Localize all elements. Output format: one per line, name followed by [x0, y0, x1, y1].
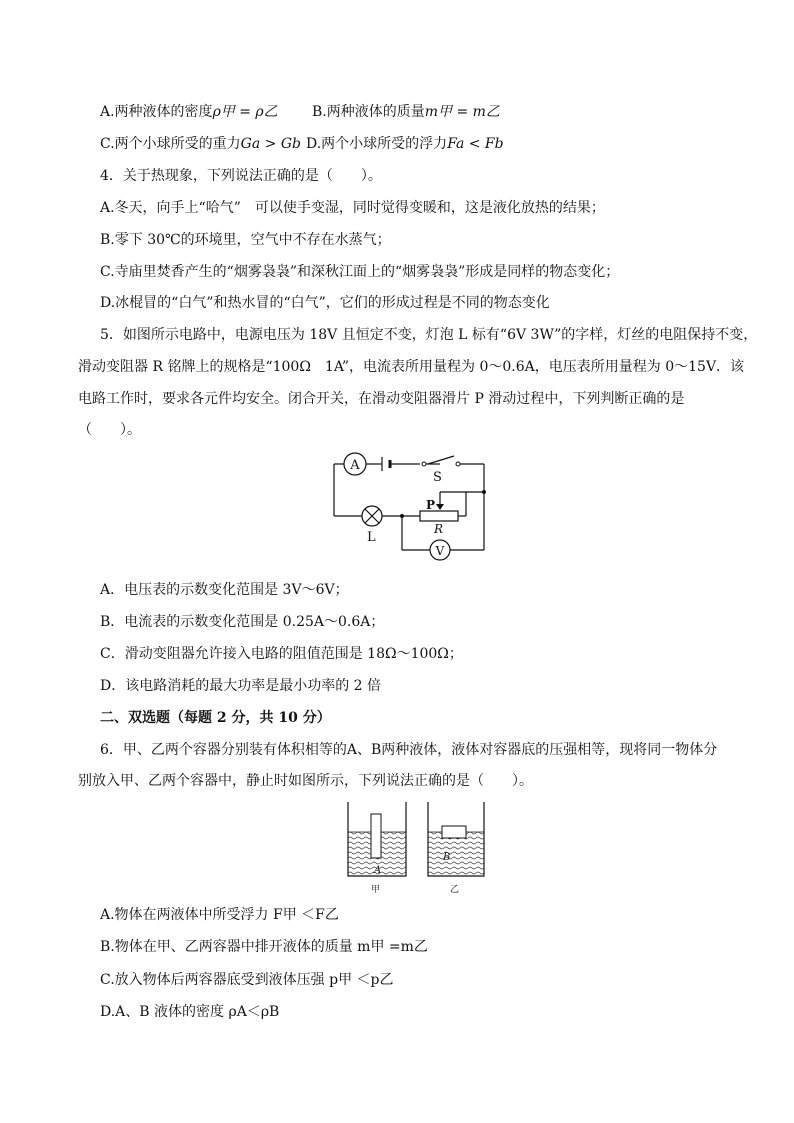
lamp-label: L — [367, 530, 376, 545]
q3-option-b — [312, 102, 500, 122]
q6-option-d: D.A、B 液体的密度 ρA＜ρB — [100, 1004, 280, 1020]
q3-option-c — [100, 134, 301, 154]
liquid-b-label: B — [443, 852, 451, 863]
switch-label: S — [433, 470, 442, 485]
slider-label: P — [426, 498, 436, 512]
liquid-b-fill — [428, 832, 484, 876]
q5-option-a: A．电压表的示数变化范围是 3V～6V； — [100, 582, 349, 598]
q5-stem-line1: 5．如图所示电路中，电源电压为 18V 且恒定不变，灯泡 L 标有“6V 3W”的字样，灯丝的电阻保持不变， — [100, 327, 758, 343]
q3-option-d — [306, 134, 504, 154]
q6-option-a: A.物体在两液体中所受浮力 F甲 ＜F乙 — [100, 907, 339, 923]
q4-stem: 4．关于热现象，下列说法正确的是（ ）。 — [100, 168, 382, 184]
object-in-yi — [442, 826, 466, 838]
q4-option-a: A.冬天，向手上“哈气” 可以使手变湿，同时觉得变暖和，这是液化放热的结果； — [100, 200, 605, 216]
q6-stem-line1: 6．甲、乙两个容器分别装有体积相等的A、B两种液体，液体对容器底的压强相等，现将同一物体分 — [100, 742, 718, 758]
liquid-a-label: A — [374, 865, 382, 876]
q3-option-d-text: D.两个小球所受的浮力 — [306, 136, 448, 152]
q3-option-a — [100, 102, 278, 122]
q3-option-c-text: C.两个小球所受的重力 — [100, 136, 241, 152]
ammeter-label: A — [350, 458, 360, 473]
q3-option-b-math: m甲 = m乙 — [424, 104, 500, 120]
q3-option-d-math: Fa < Fb — [447, 136, 504, 152]
object-in-jia — [371, 814, 381, 858]
section-heading: 二、双选题（每题 2 分，共 10 分） — [100, 710, 331, 726]
q3-option-a-math: ρ甲 = ρ乙 — [212, 104, 278, 120]
q6-option-b: B.物体在甲、乙两容器中排开液体的质量 m甲 =m乙 — [100, 939, 428, 955]
slider-arrow-icon — [436, 504, 444, 510]
q5-circuit-diagram — [330, 448, 494, 568]
rheostat-label: R — [434, 522, 444, 536]
q5-stem-line4: （ ）。 — [78, 422, 141, 438]
q3-option-a-text: A.两种液体的密度 — [100, 104, 213, 120]
q5-option-d: D．该电路消耗的最大功率是最小功率的 2 倍 — [100, 678, 382, 694]
voltmeter-label: V — [435, 544, 445, 558]
q4-option-b: B.零下 30℃的环境里，空气中不存在水蒸气； — [100, 232, 391, 248]
q4-option-d: D.冰棍冒的“白气”和热水冒的“白气”，它们的形成过程是不同的物态变化 — [100, 295, 550, 311]
caption-jia: 甲 — [371, 885, 381, 895]
q6-stem-line2: 别放入甲、乙两个容器中，静止时如图所示，下列说法正确的是（ ）。 — [78, 773, 533, 789]
q6-option-c: C.放入物体后两容器底受到液体压强 p甲 ＜p乙 — [100, 972, 394, 988]
q6-containers-figure — [340, 800, 490, 896]
q3-option-b-text: B.两种液体的质量 — [312, 104, 425, 120]
q4-option-c: C.寺庙里焚香产生的“烟雾袅袅”和深秋江面上的“烟雾袅袅”形成是同样的物态变化； — [100, 264, 620, 280]
q5-option-c: C．滑动变阻器允许接入电路的阻值范围是 18Ω～100Ω； — [100, 646, 463, 662]
q3-option-c-math: Ga > Gb — [240, 136, 301, 152]
q5-stem-line3: 电路工作时，要求各元件均安全。闭合开关，在滑动变阻器滑片 P 滑动过程中，下列判断正确的是 — [78, 391, 685, 407]
caption-yi: 乙 — [450, 885, 460, 895]
q5-stem-line2: 滑动变阻器 R 铭牌上的规格是“100Ω 1A”，电流表所用量程为 0～0.6A，电压表所用量程为 0～15V．该 — [78, 359, 745, 375]
q5-option-b: B．电流表的示数变化范围是 0.25A～0.6A； — [100, 614, 385, 630]
